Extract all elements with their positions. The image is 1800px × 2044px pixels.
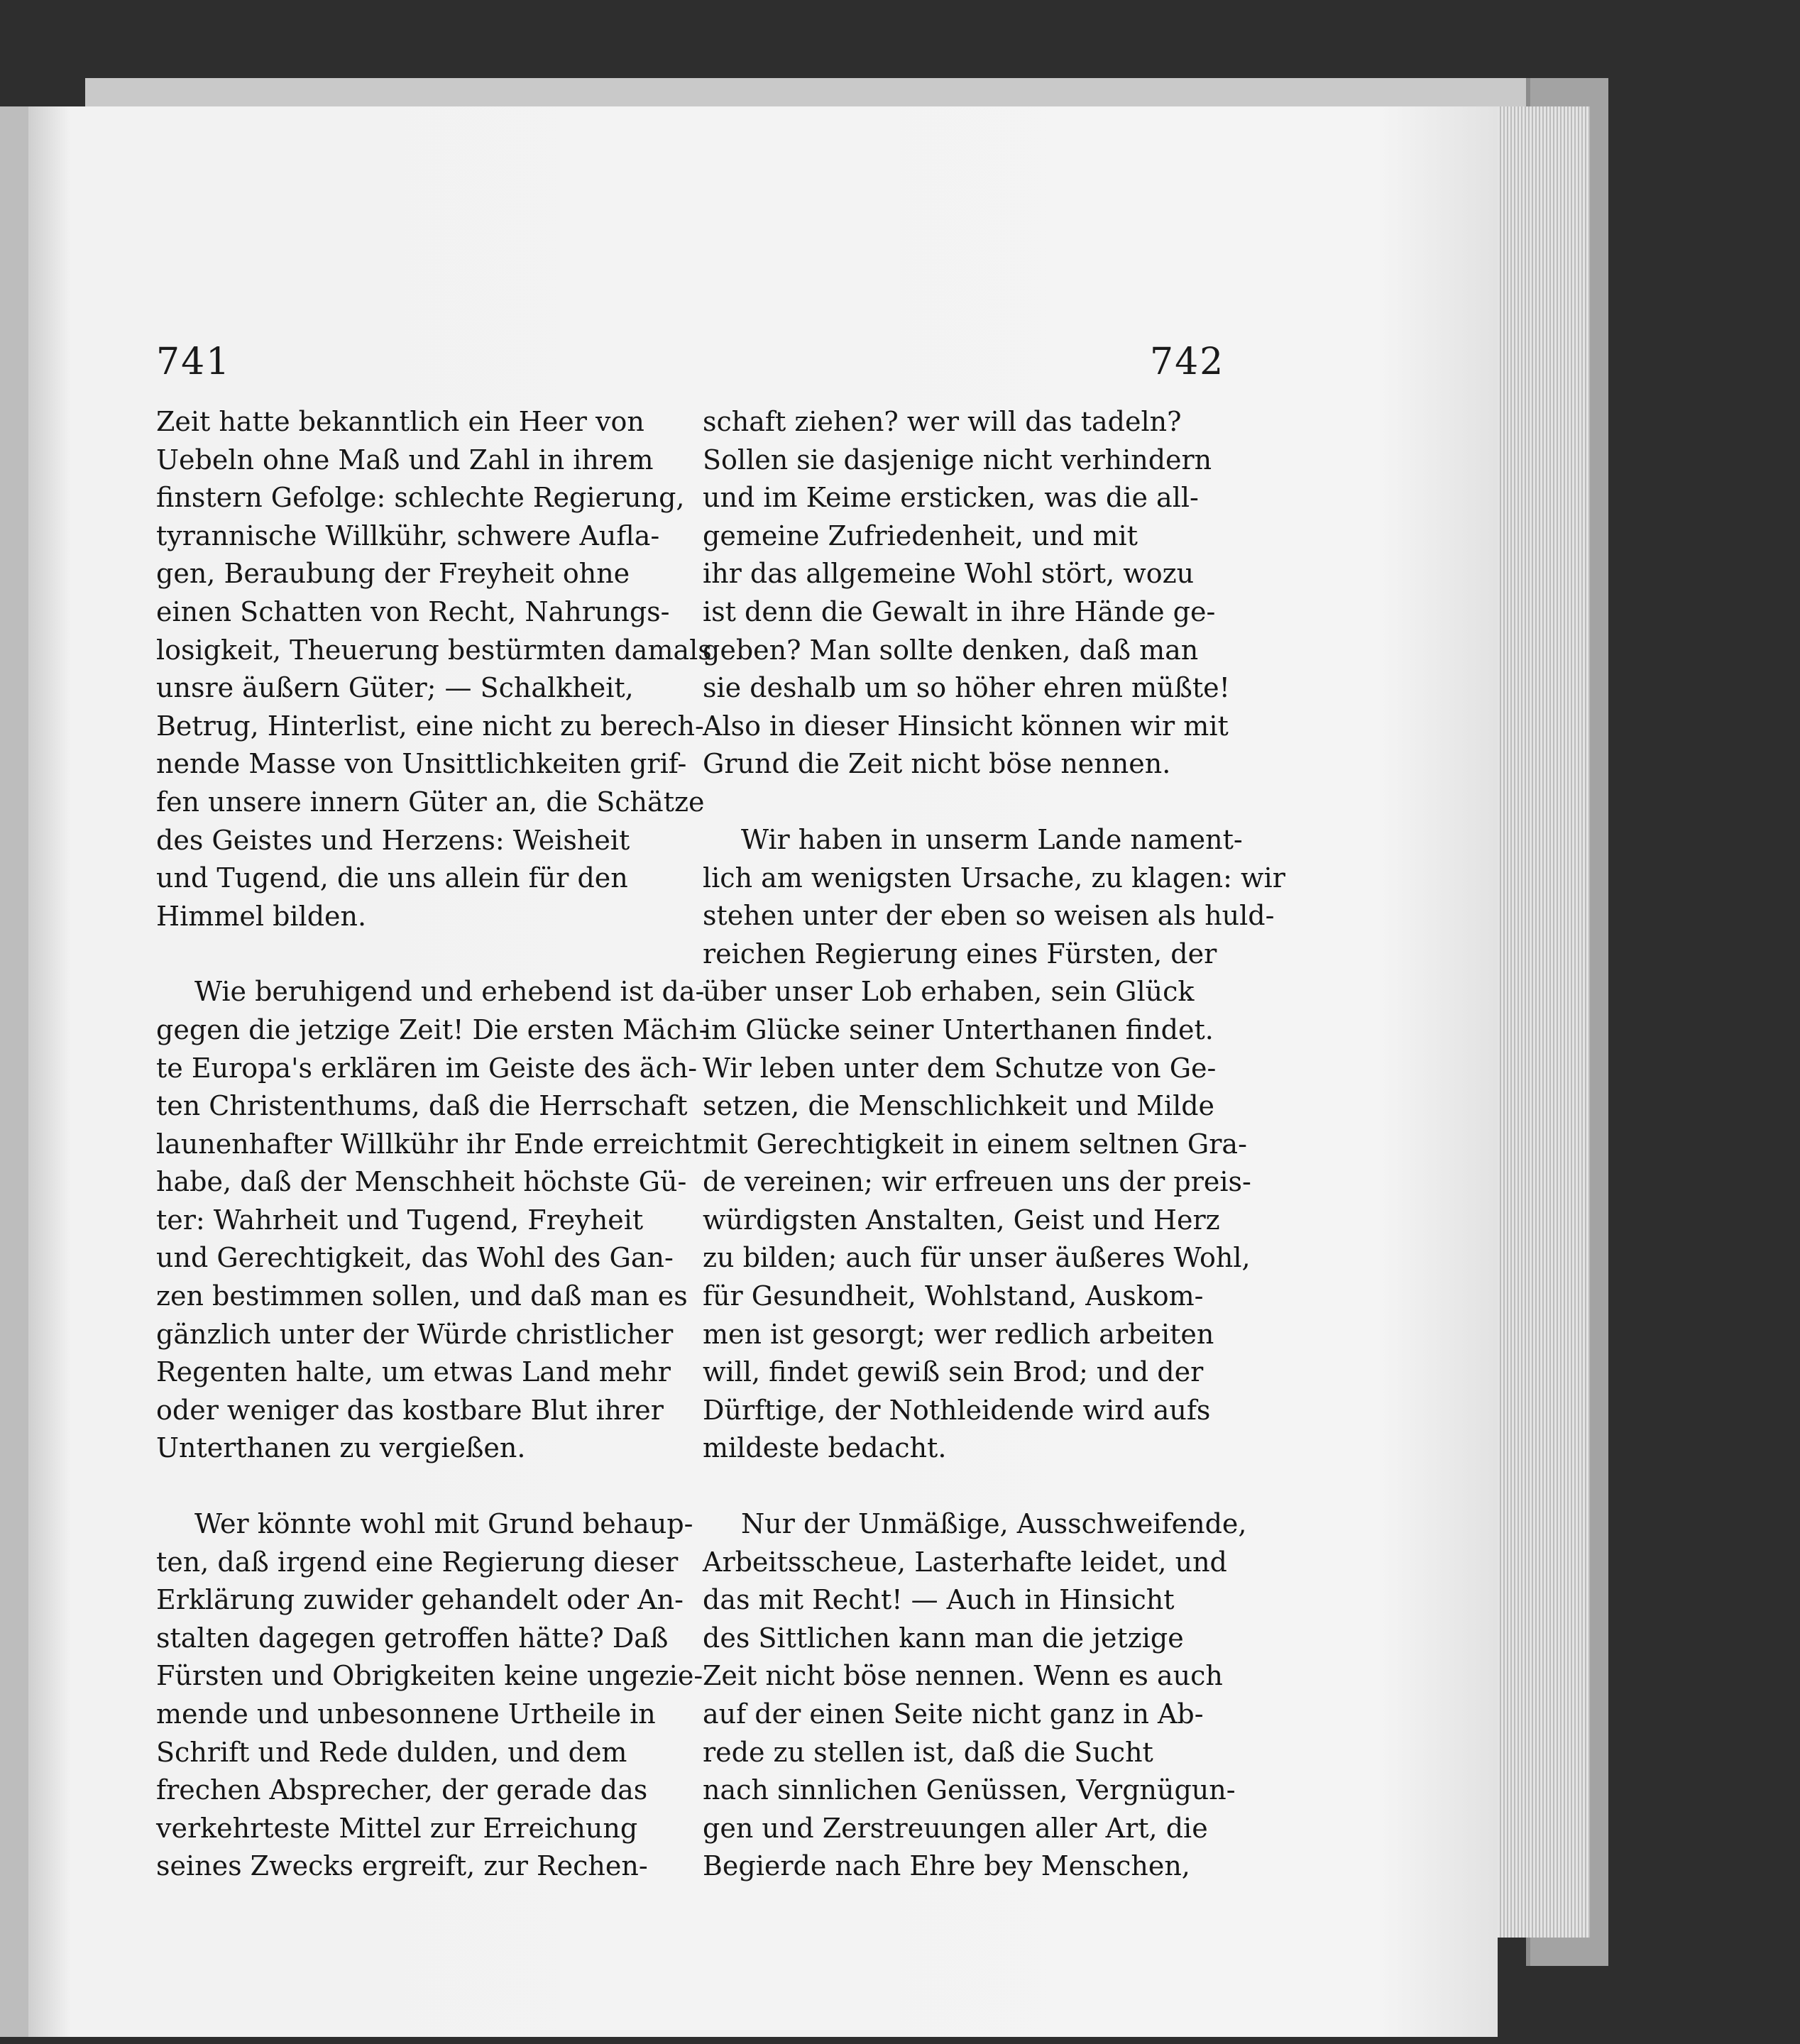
text-line: zen bestimmen sollen, und daß man es [156,1280,688,1312]
text-line: Wer könnte wohl mit Grund behaup- [194,1508,693,1540]
text-line: te Europa's erklären im Geiste des äch- [156,1052,698,1084]
text-line: des Geistes und Herzens: Weisheit [156,824,630,856]
left-column [156,403,712,1886]
text-line: Betrug, Hinterlist, eine nicht zu berech- [156,710,704,742]
text-line: Zeit nicht böse nennen. Wenn es auch [703,1660,1223,1692]
text-line: reichen Regierung eines Fürsten, der [703,938,1217,969]
text-line: ihr das allgemeine Wohl stört, wozu [703,558,1195,590]
text-line: Dürftige, der Nothleidende wird aufs [703,1394,1211,1426]
text-line: fen unsere innern Güter an, die Schätze [156,786,705,818]
text-line: nende Masse von Unsittlichkeiten grif- [156,748,687,780]
text-line: Zeit hatte bekanntlich ein Heer von [156,406,644,437]
text-line: Unterthanen zu vergießen. [156,1432,526,1464]
text-line: de vereinen; wir erfreuen uns der preis- [703,1166,1251,1198]
text-line: mit Gerechtigkeit in einem seltnen Gra- [703,1128,1247,1160]
text-line: oder weniger das kostbare Blut ihrer [156,1394,664,1426]
left-paragraph-2 [156,973,708,1468]
text-line: im Glücke seiner Unterthanen findet. [703,1013,1214,1045]
text-line: ist denn die Gewalt in ihre Hände ge- [703,595,1216,627]
text-line: Sollen sie dasjenige nicht verhindern [703,444,1212,476]
text-line: Begierde nach Ehre bey Menschen, [703,1850,1190,1882]
text-line: Regenten halte, um etwas Land mehr [156,1356,671,1388]
text-line: mildeste bedacht. [703,1432,947,1464]
text-line: setzen, die Menschlichkeit und Milde [703,1090,1215,1122]
text-line: gen und Zerstreuungen aller Art, die [703,1812,1208,1844]
text-line: Grund die Zeit nicht böse nennen. [703,748,1171,780]
text-line: für Gesundheit, Wohlstand, Auskom- [703,1280,1204,1312]
text-line: schaft ziehen? wer will das tadeln? [703,406,1182,437]
text-line: will, findet gewiß sein Brod; und der [703,1356,1204,1388]
page-number-right: 742 [1150,341,1225,383]
text-line: finstern Gefolge: schlechte Regierung, [156,482,685,514]
text-line: Arbeitsscheue, Lasterhafte leidet, und [703,1546,1227,1578]
text-line: lich am wenigsten Ursache, zu klagen: wir [703,862,1285,894]
text-line: Wie beruhigend und erhebend ist da- [194,976,705,1008]
book-page [28,106,1498,2037]
right-paragraph-3 [703,1505,1247,1886]
text-line: ten, daß irgend eine Regierung dieser [156,1546,679,1578]
text-line: einen Schatten von Recht, Nahrungs- [156,595,670,627]
text-line: men ist gesorgt; wer redlich arbeiten [703,1318,1214,1350]
text-line: auf der einen Seite nicht ganz in Ab- [703,1698,1204,1730]
text-line: und Gerechtigkeit, das Wohl des Gan- [156,1242,674,1274]
previous-page-edge [0,106,28,2037]
text-line: und im Keime ersticken, was die all- [703,482,1199,514]
text-line: ten Christenthums, daß die Herrschaft [156,1090,688,1122]
text-line: tyrannische Willkühr, schwere Aufla- [156,520,660,551]
text-line: Schrift und Rede dulden, und dem [156,1736,627,1768]
left-paragraph-3 [156,1505,703,1886]
text-line: des Sittlichen kann man die jetzige [703,1622,1184,1654]
text-line: gen, Beraubung der Freyheit ohne [156,558,630,590]
text-line: würdigsten Anstalten, Geist und Herz [703,1204,1220,1236]
text-line: über unser Lob erhaben, sein Glück [703,976,1195,1008]
right-paragraph-1 [703,403,1230,784]
text-line: Also in dieser Hinsicht können wir mit [703,710,1229,742]
text-line: gemeine Zufriedenheit, und mit [703,520,1138,551]
right-paragraph-2 [703,821,1285,1468]
text-line: ter: Wahrheit und Tugend, Freyheit [156,1204,644,1236]
text-line: Wir haben in unserm Lande nament- [741,823,1243,855]
text-line: gänzlich unter der Würde christlicher [156,1318,674,1350]
right-column [703,403,1285,1886]
text-line: Erklärung zuwider gehandelt oder An- [156,1584,684,1616]
text-line: frechen Absprecher, der gerade das [156,1774,648,1806]
text-line: Uebeln ohne Maß und Zahl in ihrem [156,444,654,476]
text-line: verkehrteste Mittel zur Erreichung [156,1812,638,1844]
text-line: habe, daß der Menschheit höchste Gü- [156,1166,687,1198]
left-paragraph-1 [156,403,712,935]
text-line: losigkeit, Theuerung bestürmten damals [156,634,712,666]
text-line: Himmel bilden. [156,900,367,932]
text-line: und Tugend, die uns allein für den [156,862,628,894]
text-line: unsre äußern Güter; — Schalkheit, [156,672,634,704]
text-line: sie deshalb um so höher ehren müßte! [703,672,1230,704]
text-line: nach sinnlichen Genüssen, Vergnügun- [703,1774,1236,1806]
text-line: launenhafter Willkühr ihr Ende erreicht [156,1128,703,1160]
text-line: das mit Recht! — Auch in Hinsicht [703,1584,1175,1616]
text-line: geben? Man sollte denken, daß man [703,634,1199,666]
text-line: mende und unbesonnene Urtheile in [156,1698,656,1730]
text-line: seines Zwecks ergreift, zur Rechen- [156,1850,648,1882]
text-line: Fürsten und Obrigkeiten keine ungezie- [156,1660,703,1692]
text-line: stalten dagegen getroffen hätte? Daß [156,1622,669,1654]
text-line: gegen die jetzige Zeit! Die ersten Mäch- [156,1013,708,1045]
text-line: zu bilden; auch für unser äußeres Wohl, [703,1242,1251,1274]
page-number-left: 741 [156,341,231,383]
text-line: stehen unter der eben so weisen als huld- [703,900,1275,932]
text-line: Wir leben unter dem Schutze von Ge- [703,1052,1217,1084]
text-line: Nur der Unmäßige, Ausschweifende, [741,1508,1247,1540]
text-line: rede zu stellen ist, daß die Sucht [703,1736,1153,1768]
